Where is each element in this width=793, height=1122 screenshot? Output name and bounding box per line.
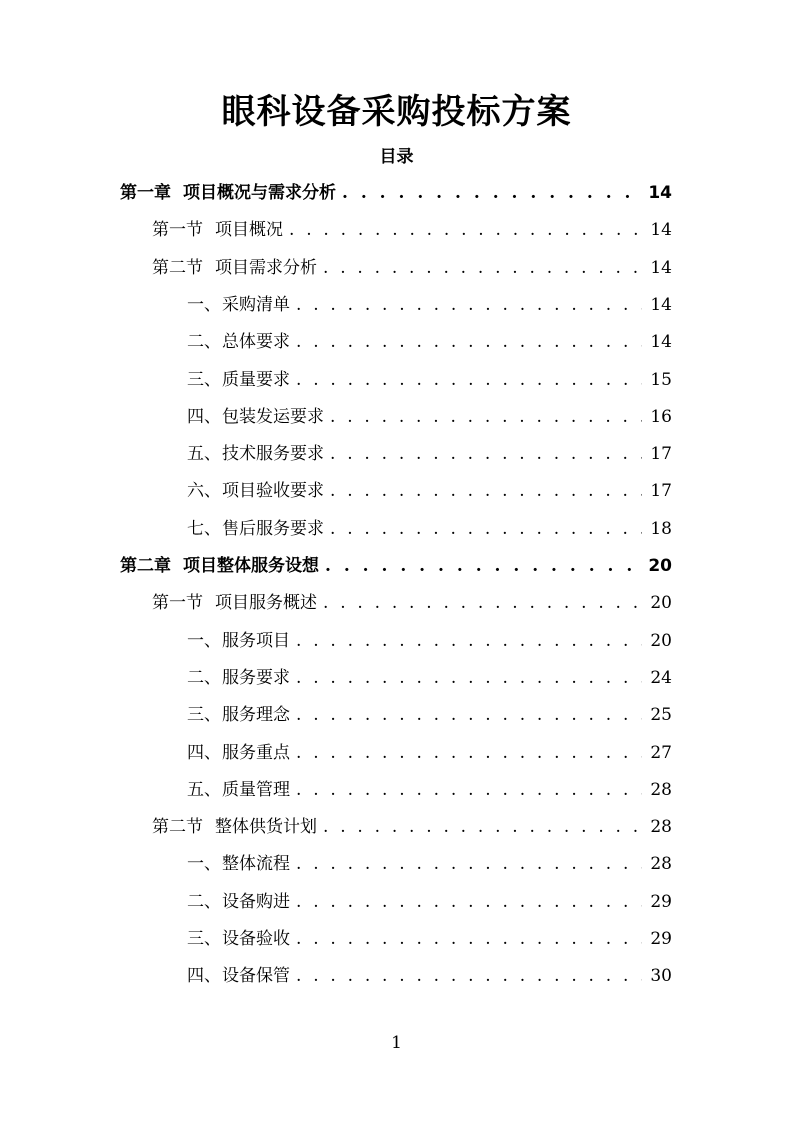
toc-entry-number: 二、 xyxy=(187,332,221,353)
toc-dot-leader xyxy=(296,958,642,994)
toc-dot-leader xyxy=(296,921,642,957)
toc-entry-text xyxy=(187,362,290,398)
toc-entry-title: 项目整体服务设想 xyxy=(183,556,319,576)
toc-entry[interactable] xyxy=(187,660,672,696)
toc-entry[interactable] xyxy=(187,436,672,472)
toc-entry-title: 设备保管 xyxy=(222,966,290,987)
document-title: 眼科设备采购投标方案 xyxy=(221,92,572,132)
toc-entry-title: 项目概况 xyxy=(215,220,283,241)
toc-entry-text xyxy=(187,511,324,547)
toc-entry-page: 30 xyxy=(650,966,672,987)
toc-entry[interactable] xyxy=(187,697,672,733)
toc-entry[interactable] xyxy=(187,287,672,323)
toc-entry[interactable] xyxy=(187,884,672,920)
toc-entry-text xyxy=(187,623,290,659)
toc-entry-text xyxy=(187,436,324,472)
footer-page-number: 1 xyxy=(391,1033,402,1053)
toc-entry-number: 第一章 xyxy=(120,183,171,203)
toc-entry-title: 技术服务要求 xyxy=(222,444,324,465)
toc-entry-text xyxy=(187,846,290,882)
toc-entry-page: 29 xyxy=(650,929,672,949)
toc-entry-text xyxy=(120,175,336,211)
toc-entry-page: 28 xyxy=(650,817,672,838)
toc-dot-leader xyxy=(342,175,640,211)
toc-entry-title: 总体要求 xyxy=(222,332,290,353)
toc-entry-page: 14 xyxy=(650,332,672,353)
toc-dot-leader xyxy=(296,324,642,360)
toc-entry-title: 设备验收 xyxy=(222,929,290,949)
toc-entry[interactable] xyxy=(187,623,672,659)
toc-entry[interactable] xyxy=(187,473,672,509)
toc-dot-leader xyxy=(323,250,642,286)
toc-entry-number: 一、 xyxy=(187,630,221,651)
toc-entry-text xyxy=(152,212,283,248)
toc-entry-title: 包装发运要求 xyxy=(222,406,324,427)
toc-entry-title: 项目需求分析 xyxy=(215,257,317,278)
toc-entry-text xyxy=(187,772,290,808)
toc-entry-title: 整体流程 xyxy=(222,854,290,875)
toc-entry-number: 第二章 xyxy=(120,556,171,576)
toc-entry-page: 15 xyxy=(650,369,672,390)
toc-entry-title: 服务理念 xyxy=(222,705,290,726)
toc-entry-number: 三、 xyxy=(187,705,221,726)
toc-entry-page: 14 xyxy=(650,257,672,278)
toc-entry[interactable] xyxy=(187,772,672,808)
toc-entry[interactable] xyxy=(187,846,672,882)
toc-entry-text xyxy=(152,809,317,845)
toc-entry-text xyxy=(187,287,290,323)
toc-entry-page: 20 xyxy=(650,593,672,614)
toc-entry-title: 质量要求 xyxy=(222,369,290,390)
toc-entry[interactable] xyxy=(187,324,672,360)
toc-entry[interactable] xyxy=(120,548,672,584)
toc-entry[interactable] xyxy=(152,809,672,845)
toc-dot-leader xyxy=(296,772,642,808)
toc-heading: 目录 xyxy=(379,147,414,167)
toc-entry-page: 25 xyxy=(650,705,672,726)
toc-entry-page: 29 xyxy=(650,891,672,912)
toc-entry[interactable] xyxy=(187,735,672,771)
toc-entry[interactable] xyxy=(152,212,672,248)
toc-dot-leader xyxy=(323,585,642,621)
toc-entry[interactable] xyxy=(187,399,672,435)
toc-entry-page: 18 xyxy=(650,518,672,539)
toc-entry-page: 14 xyxy=(650,220,672,241)
toc-entry-number: 第一节 xyxy=(152,593,203,614)
toc-dot-leader xyxy=(296,623,642,659)
toc-entry-text xyxy=(187,660,290,696)
toc-entry-title: 采购清单 xyxy=(222,294,290,315)
toc-entry-title: 项目概况与需求分析 xyxy=(183,183,336,203)
toc-entry-text xyxy=(187,324,290,360)
toc-dot-leader xyxy=(323,809,642,845)
toc-entry-text xyxy=(187,958,290,994)
toc-entry-title: 质量管理 xyxy=(222,779,290,800)
toc-entry-title: 售后服务要求 xyxy=(222,518,324,539)
toc-entry[interactable] xyxy=(187,362,672,398)
toc-dot-leader xyxy=(296,846,642,882)
toc-entry-page: 17 xyxy=(650,444,672,465)
toc-entry-page: 14 xyxy=(650,294,672,315)
toc-entry-page: 20 xyxy=(650,630,672,651)
toc-dot-leader xyxy=(330,436,642,472)
toc-entry-number: 一、 xyxy=(187,294,221,315)
toc-entry-page: 27 xyxy=(650,742,672,763)
toc-dot-leader xyxy=(296,362,642,398)
toc-entry-number: 五、 xyxy=(187,444,221,465)
toc-entry-title: 服务项目 xyxy=(222,630,290,651)
toc-dot-leader xyxy=(330,473,642,509)
toc-entry-number: 一、 xyxy=(187,854,221,875)
toc-entry-text xyxy=(152,585,317,621)
toc-entry-text xyxy=(187,697,290,733)
toc-dot-leader xyxy=(296,697,642,733)
toc-entry-title: 项目服务概述 xyxy=(215,593,317,614)
toc-entry-page: 20 xyxy=(648,556,672,576)
toc-entry-number: 二、 xyxy=(187,667,221,688)
toc-entry-page: 24 xyxy=(650,667,672,688)
toc-entry-title: 项目验收要求 xyxy=(222,481,324,502)
toc-entry-number: 第二节 xyxy=(152,817,203,838)
toc-entry-text xyxy=(187,399,324,435)
toc-entry[interactable] xyxy=(152,250,672,286)
toc-entry-page: 16 xyxy=(650,406,672,427)
toc-dot-leader xyxy=(296,660,642,696)
toc-entry-title: 设备购进 xyxy=(222,891,290,912)
toc-entry-number: 四、 xyxy=(187,406,221,427)
toc-entry-text xyxy=(187,921,290,957)
toc-dot-leader xyxy=(330,399,642,435)
toc-entry-number: 三、 xyxy=(187,929,221,949)
toc-entry[interactable] xyxy=(187,958,672,994)
toc-entry-number: 第二节 xyxy=(152,257,203,278)
toc-entry-title: 整体供货计划 xyxy=(215,817,317,838)
toc-entry[interactable] xyxy=(187,921,672,957)
toc-entry-page: 14 xyxy=(648,183,672,203)
toc-entry-number: 四、 xyxy=(187,966,221,987)
toc-entry-text xyxy=(120,548,319,584)
toc-entry-title: 服务重点 xyxy=(222,742,290,763)
toc-dot-leader xyxy=(296,884,642,920)
toc-entry-page: 28 xyxy=(650,779,672,800)
toc-dot-leader xyxy=(296,735,642,771)
toc-dot-leader xyxy=(289,212,642,248)
toc-entry-number: 三、 xyxy=(187,369,221,390)
toc-entry-number: 七、 xyxy=(187,518,221,539)
toc-entry-page: 17 xyxy=(650,481,672,502)
toc-entry[interactable] xyxy=(187,511,672,547)
toc-entry-number: 五、 xyxy=(187,779,221,800)
toc-entry-text xyxy=(187,473,324,509)
toc-entry-number: 二、 xyxy=(187,891,221,912)
toc-dot-leader xyxy=(325,548,640,584)
toc-entry-page: 28 xyxy=(650,854,672,875)
toc-dot-leader xyxy=(330,511,642,547)
toc-entry-text xyxy=(187,884,290,920)
toc-entry-text xyxy=(187,735,290,771)
toc-entry-title: 服务要求 xyxy=(222,667,290,688)
toc-entry-number: 六、 xyxy=(187,481,221,502)
toc-entry-text xyxy=(152,250,317,286)
toc-entry[interactable] xyxy=(120,175,672,211)
toc-entry-number: 四、 xyxy=(187,742,221,763)
toc-entry[interactable] xyxy=(152,585,672,621)
toc-dot-leader xyxy=(296,287,642,323)
toc-entry-number: 第一节 xyxy=(152,220,203,241)
